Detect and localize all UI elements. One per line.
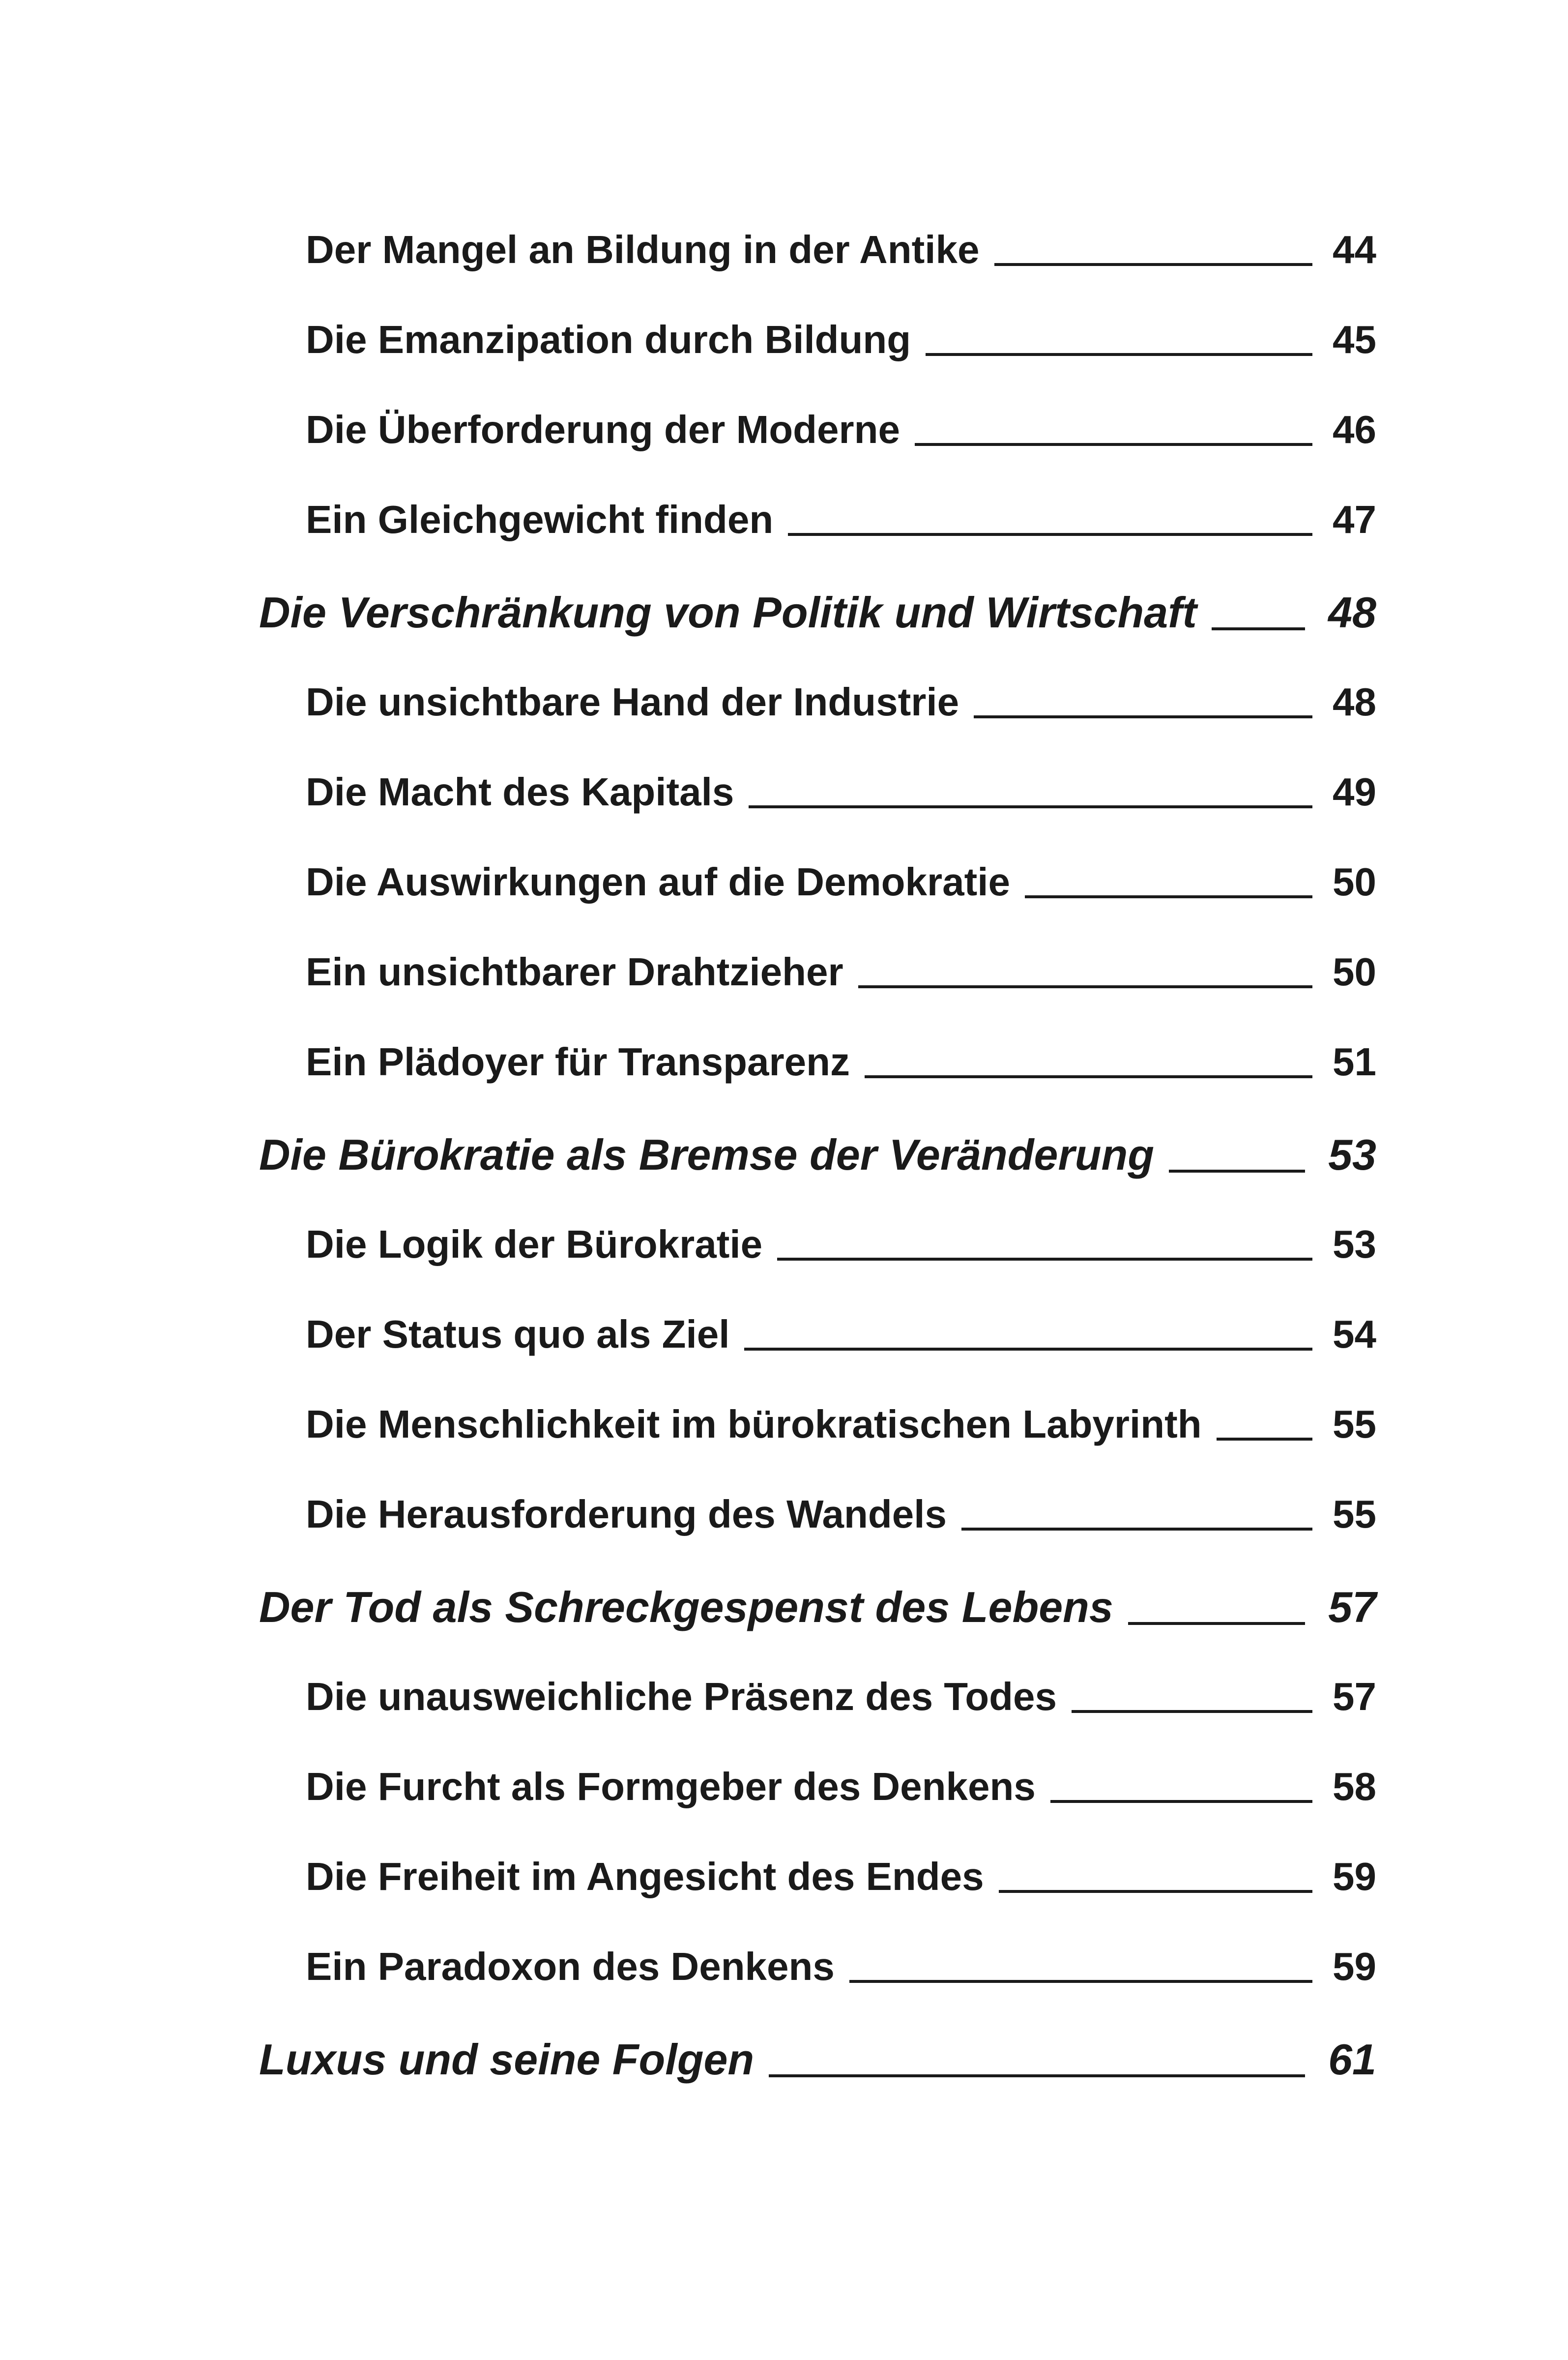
toc-entry-page: 51	[1333, 1040, 1376, 1084]
toc-leader-line	[1025, 895, 1312, 898]
toc-leader-line	[777, 1258, 1312, 1261]
toc-entry	[306, 227, 1376, 272]
toc-chapter-title: Die Bürokratie als Bremse der Veränderung	[259, 1130, 1154, 1179]
toc-entry	[306, 1944, 1376, 1989]
toc-entry-page: 55	[1333, 1492, 1376, 1536]
toc-entry-title: Die Furcht als Formgeber des Denkens	[306, 1765, 1036, 1808]
toc-leader-line	[994, 263, 1312, 266]
toc-leader-line	[769, 2074, 1305, 2077]
toc-leader-line	[1217, 1438, 1312, 1441]
toc-entry-title: Die Überforderung der Moderne	[306, 408, 900, 451]
toc-entry	[306, 769, 1376, 815]
toc-entry	[306, 859, 1376, 905]
toc-leader-line	[1169, 1170, 1305, 1173]
toc-leader-line	[926, 353, 1312, 356]
toc-entry-page: 45	[1333, 318, 1376, 361]
toc-entry	[306, 1312, 1376, 1357]
toc-chapter-entry	[259, 1582, 1376, 1632]
toc-entry-title: Ein Plädoyer für Transparenz	[306, 1040, 850, 1084]
toc-entry-title: Die Herausforderung des Wandels	[306, 1492, 947, 1536]
toc-entry-title: Der Mangel an Bildung in der Antike	[306, 228, 980, 271]
toc-entry-page: 44	[1333, 228, 1376, 271]
toc-entry-page: 54	[1333, 1312, 1376, 1356]
toc-chapter-entry	[259, 588, 1376, 638]
toc-entry-title: Die Menschlichkeit im bürokratischen Labyrinth	[306, 1402, 1202, 1446]
toc-entry-page: 49	[1333, 770, 1376, 814]
toc-entry-title: Die Freiheit im Angesicht des Endes	[306, 1855, 984, 1898]
toc-entry-title: Die Emanzipation durch Bildung	[306, 318, 911, 361]
toc-chapter-entry	[259, 2035, 1376, 2085]
toc-chapter-page: 48	[1328, 588, 1376, 637]
toc-leader-line	[961, 1528, 1312, 1531]
toc-leader-line	[849, 1980, 1312, 1983]
toc-leader-line	[749, 805, 1312, 808]
toc-leader-line	[865, 1075, 1312, 1078]
toc-leader-line	[788, 533, 1312, 536]
toc-entry	[306, 1402, 1376, 1447]
toc-entry-page: 50	[1333, 860, 1376, 904]
toc-entry	[306, 1764, 1376, 1809]
toc-entry-title: Die Macht des Kapitals	[306, 770, 734, 814]
toc-entry-page: 59	[1333, 1945, 1376, 1988]
toc-leader-line	[999, 1890, 1312, 1893]
toc-chapter-page: 53	[1328, 1130, 1376, 1179]
toc-entry-page: 57	[1333, 1675, 1376, 1718]
toc-entry-title: Die Auswirkungen auf die Demokratie	[306, 860, 1010, 904]
toc-chapter-page: 61	[1328, 2035, 1376, 2084]
toc-entry	[306, 679, 1376, 725]
toc-entry	[306, 949, 1376, 995]
toc-chapter-page: 57	[1328, 1583, 1376, 1631]
toc-entry	[306, 1854, 1376, 1899]
toc-entry-title: Die Logik der Bürokratie	[306, 1222, 763, 1266]
toc-entry-title: Ein Paradoxon des Denkens	[306, 1945, 835, 1988]
toc-leader-line	[1072, 1710, 1312, 1713]
toc-entry-page: 46	[1333, 408, 1376, 451]
toc-entry-page: 48	[1333, 680, 1376, 724]
toc-entry-page: 50	[1333, 950, 1376, 994]
toc-chapter-title: Der Tod als Schreckgespenst des Lebens	[259, 1583, 1113, 1631]
toc-entry	[306, 317, 1376, 362]
toc-leader-line	[915, 443, 1312, 446]
toc-entry-page: 59	[1333, 1855, 1376, 1898]
toc-entry-title: Die unausweichliche Präsenz des Todes	[306, 1675, 1057, 1718]
toc-entry-title: Die unsichtbare Hand der Industrie	[306, 680, 959, 724]
toc-entry-page: 55	[1333, 1402, 1376, 1446]
toc-entry-page: 47	[1333, 498, 1376, 541]
toc-entry	[306, 407, 1376, 452]
toc-entry	[306, 1492, 1376, 1537]
toc-chapter-title: Luxus und seine Folgen	[259, 2035, 755, 2084]
toc-leader-line	[1050, 1800, 1312, 1803]
toc-entry	[306, 1222, 1376, 1267]
toc-entry-title: Der Status quo als Ziel	[306, 1312, 730, 1356]
toc-leader-line	[858, 985, 1312, 988]
toc-chapter-entry	[259, 1130, 1376, 1180]
toc-entry	[306, 497, 1376, 542]
toc-entry	[306, 1039, 1376, 1085]
toc-leader-line	[974, 715, 1312, 718]
toc-chapter-title: Die Verschränkung von Politik und Wirtschaft	[259, 588, 1197, 637]
toc-entry	[306, 1674, 1376, 1719]
toc-entry-page: 53	[1333, 1222, 1376, 1266]
toc-entry-title: Ein unsichtbarer Drahtzieher	[306, 950, 843, 994]
toc-leader-line	[744, 1348, 1312, 1351]
toc-leader-line	[1212, 627, 1305, 630]
toc-entry-page: 58	[1333, 1765, 1376, 1808]
toc-entry-title: Ein Gleichgewicht finden	[306, 498, 774, 541]
toc-leader-line	[1128, 1622, 1305, 1625]
